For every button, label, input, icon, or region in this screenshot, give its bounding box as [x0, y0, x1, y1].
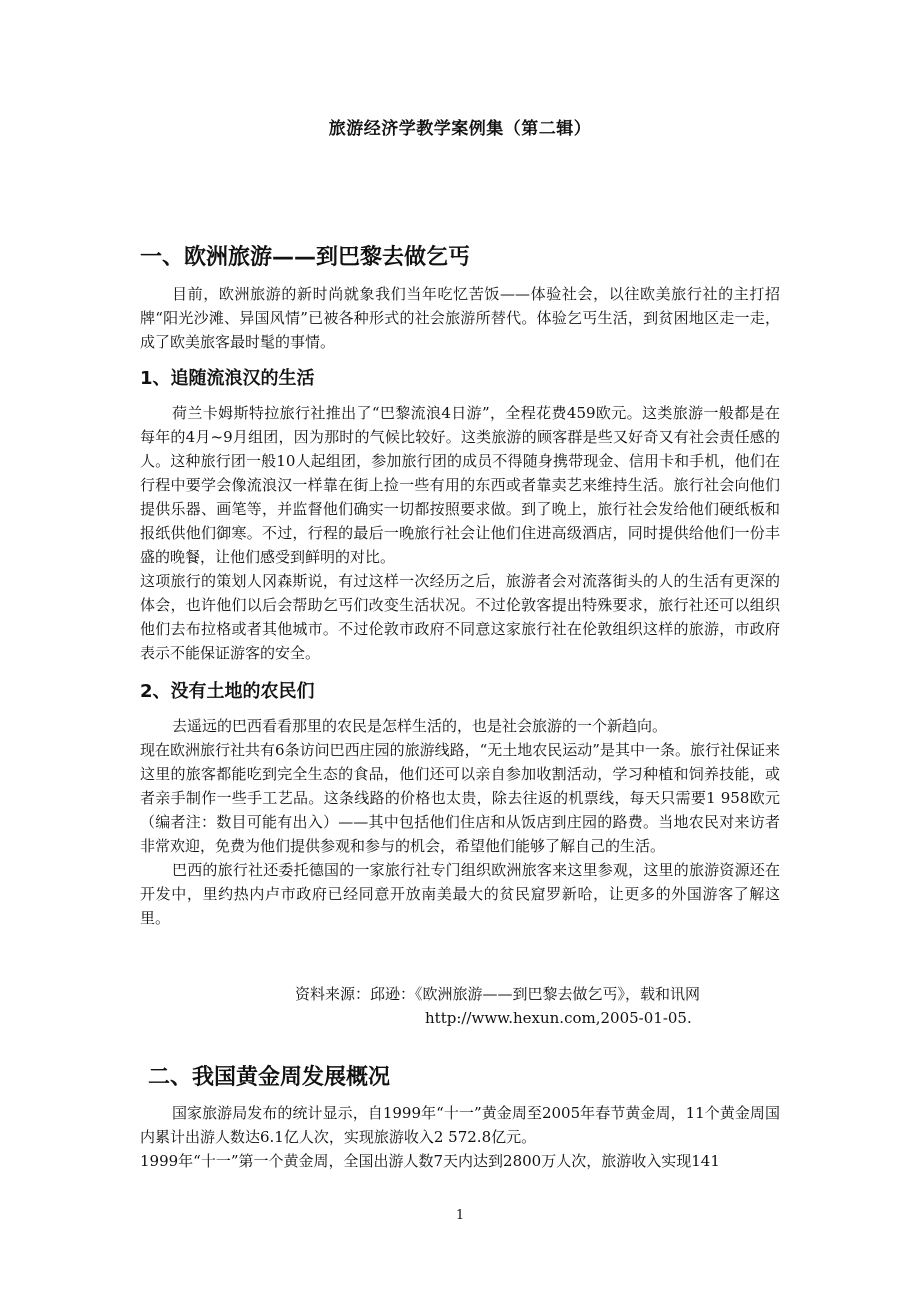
subsection1-heading-block — [140, 366, 780, 392]
source-citation-url[interactable]: http://www.hexun.com,2005-01-05. — [425, 1009, 692, 1027]
subsection2-paragraph-1: 去遥远的巴西看看那里的农民是怎样生活的，也是社会旅游的一个新趋向。 — [172, 717, 668, 735]
subsection1-paragraph-1: 荷兰卡姆斯特拉旅行社推出了“巴黎流浪4日游”，全程花费459欧元。这类旅游一般都是在每年的4月~9月组团，因为那时的气候比较好。这类旅游的顾客群是些又好奇又有社会责任感的人。这种旅行团一般10人起组团，参加旅行团的成员不得随身携带现金、信用卡和手机，他们在行程中要学会像流浪汉一样靠在街上捡一些有用的东西或者靠卖艺来维持生活。旅行社会向他们提供乐器、画笔等，并监督他们确实一切都按照要求做。到了晚上，旅行社会发给他们硬纸板和报纸供他们御寒。不过，行程的最后一晚旅行社会让他们住进高级酒店，同时提供给他们一份丰盛的晚餐，让他们感受到鲜明的对比。 — [140, 404, 780, 566]
section1-title: 一、欧洲旅游——到巴黎去做乞丐 — [140, 245, 471, 270]
document-title: 旅游经济学教学案例集（第二辑） — [328, 119, 592, 139]
section2-paragraph-2: 1999年“十一”第一个黄金周，全国出游人数7天内达到2800万人次，旅游收入实现141 — [140, 1152, 720, 1170]
subsection2-paragraph-2: 现在欧洲旅行社共有6条访问巴西庄园的旅游线路，“无土地农民运动”是其中一条。旅行社保证来这里的旅客都能吃到完全生态的食品，他们还可以亲自参加收割活动，学习种植和饲养技能，或者亲手制作一些手工艺品。这条线路的价格也太贵，除去往返的机票线，每天只需要1 958欧元（编者注：数目可能有出入）——其中包括他们住店和从饭店到庄园的路费。当地农民对来访者非常欢迎，免费为他们提供参观和参与的机会，希望他们能够了解自己的生活。 — [140, 741, 780, 855]
section1-intro-paragraph: 目前，欧洲旅游的新时尚就象我们当年吃忆苦饭——体验社会，以往欧美旅行社的主打招牌“阳光沙滩、异国风情”已被各种形式的社会旅游所替代。体验乞丐生活，到贫困地区走一走，成了欧美旅客最时髦的事情。 — [140, 285, 780, 351]
subsection1-body — [140, 401, 780, 665]
section2-body — [140, 1101, 780, 1173]
page-number: 1 — [455, 1208, 465, 1223]
section2-title: 二、我国黄金周发展概况 — [148, 1065, 391, 1090]
subsection1-title: 1、追随流浪汉的生活 — [140, 368, 315, 389]
subsection2-heading-block — [140, 679, 780, 705]
subsection2-paragraph-3: 巴西的旅行社还委托德国的一家旅行社专门组织欧洲旅客来这里参观，这里的旅游资源还在开发中，里约热内卢市政府已经同意开放南美最大的贫民窟罗新哈，让更多的外国游客了解这里。 — [140, 861, 780, 927]
section1-heading-block — [140, 243, 780, 273]
subsection2-title: 2、没有土地的农民们 — [140, 681, 315, 702]
section2-heading-block — [148, 1063, 788, 1093]
source-citation-line-1: 资料来源：邱逊：《欧洲旅游——到巴黎去做乞丐》，载和讯网 — [295, 985, 701, 1003]
subsection2-body — [140, 714, 780, 930]
section1-intro-block — [140, 282, 780, 354]
subsection1-paragraph-2: 这项旅行的策划人冈森斯说，有过这样一次经历之后，旅游者会对流落街头的人的生活有更深的体会，也许他们以后会帮助乞丐们改变生活状况。不过伦敦客提出特殊要求，旅行社还可以组织他们去布拉格或者其他城市。不过伦敦市政府不同意这家旅行社在伦敦组织这样的旅游，市政府表示不能保证游客的安全。 — [140, 572, 780, 662]
section2-paragraph-1: 国家旅游局发布的统计显示，自1999年“十一”黄金周至2005年春节黄金周，11个黄金周国内累计出游人数达6.1亿人次，实现旅游收入2 572.8亿元。 — [140, 1104, 780, 1146]
